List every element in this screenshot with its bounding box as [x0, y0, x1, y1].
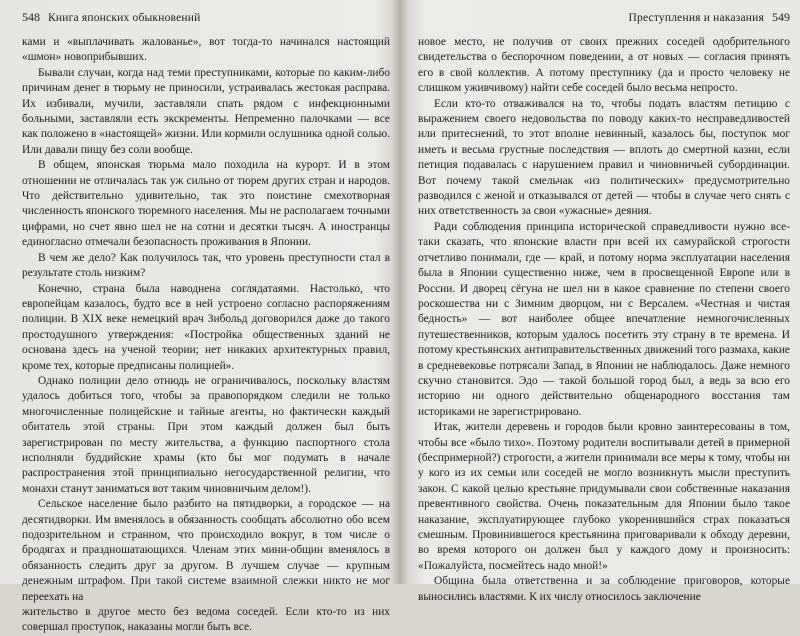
paragraph: Конечно, страна была наводнена соглядатаями. Настолько, что европейцам казалось, будто все в ней устроено согласно распоряжениям полиции. В XIX веке немецкий врач Зибольд договорился даже до такого простодушного утверждения: «Постройка общественных зданий не основана здесь на ученой теории; нет никаких архитектурных правил, кроме тех, которые предписаны полицией».	[22, 282, 390, 372]
paragraph: Однако полиции дело отнюдь не ограничивалось, поскольку властям удалось добиться того, чтобы за правопорядком следили не только многочисленные полицейские и тайные агенты, но фактически каждый обитатель этой страны. При этом каждый должен был быть зарегистрирован по месту жительства, а функцию паспортного стола исполняли буддийские храмы (кто бы мог подумать в начале распространения этой принципиально негосударственной религии, что монахи станут заниматься вот таким чиновничьим делом!).	[22, 374, 390, 495]
page-number: 548	[22, 10, 40, 24]
paragraph: Если кто-то отваживался на то, чтобы подать властям петицию с выражением своего недовольства по поводу каких-то несправедливостей или притеснений, то этот вполне невинный, казалось бы, поступок мог иметь и весьма грустные последствия — вплоть до смертной казни, если петиция подавалась с нарушением правил и чиновничьей субординации. Вот почему такой смельчак «из политических» предусмотрительно разводился с женой и отказывался от детей — чтобы в случае чего снять с них ответственность за свои «ужасные» деяния.	[418, 97, 790, 218]
right-page-header	[418, 10, 790, 30]
right-page	[400, 0, 800, 603]
paragraph: новое место, не получив от своих прежних соседей одобрительного свидетельства о беспорочном поведении, а от новых — согласия принять его в свой коллектив. А потому преступнику (да и просто человеку не слишком уживчивому) найти себе соседей было весьма непросто.	[418, 36, 790, 95]
paragraph: жительство в другое место без ведома соседей. Если кто-то из них совершал проступок, наказаны могли быть все.	[22, 606, 390, 634]
paragraph: ками и «выплачивать жалованье», вот тогда-то начинался настоящий «шмон» новоприбывших.	[22, 36, 390, 64]
left-page-header	[22, 10, 390, 30]
running-title: Преступления и наказания	[628, 12, 764, 24]
paragraph: В общем, японская тюрьма мало походила на курорт. И в этом отношении не отличалась так уж сильно от тюрем других стран и народов. Что действительно удивительно, так это поистине смехотворная численность японского тюремного населения. Мы не располагаем точными цифрами, но счет явно шел не на сотни и десятки тысяч. А иностранцы единогласно отмечали безопасность проживания в Японии.	[22, 159, 390, 249]
left-page-body	[22, 35, 390, 636]
paragraph: Итак, жители деревень и городов были кровно заинтересованы в том, чтобы все «было тихо». Поэтому родители воспитывали детей в примерной (беспримерной?) строгости, а жители принимали все меры к тому, чтобы ни у кого из их семьи или соседей не могло возникнуть мысли преступить закон. С какой целью крестьяне придумывали свои собственные наказания превентивного свойства. Очень показательным для Японии было такое наказание, эксплуатирующее глубоко укоренившийся страх показаться смешным. Провинившегося крестьянина приговаривали к обходу деревни, во время которого он должен был у каждого дому и произносить: «Пожалуйста, посмейтесь надо мной!»	[418, 421, 790, 572]
paragraph: Община была ответственна и за соблюдение приговоров, которые выносились властями. К их числу относилось заключение	[418, 575, 790, 603]
left-page	[0, 0, 400, 634]
right-page-body	[418, 35, 790, 605]
paragraph: В чем же дело? Как получилось так, что уровень преступности стал в результате столь низким?	[22, 251, 390, 280]
paragraph: Бывали случаи, когда над теми преступниками, которые по каким-либо причинам денег в тюрьму не приносили, устраивалась жестокая расправа. Их избивали, мучили, заставляли спать рядом с инфекционными больными, заставляли есть экскременты. Непременно палочками — все как положено в «настоящей» жизни. Или кормили ослушника одной солью. Или давали пищу без соли вообще.	[22, 66, 390, 156]
running-title: Книга японских обыкновений	[48, 12, 201, 24]
paragraph: Ради соблюдения принципа исторической справедливости нужно все-таки сказать, что японские власти при всей их самурайской строгости отчетливо понимали, где — край, и потому норма эксплуатации населения была в Японии существенно ниже, чем в просвещенной Европе или в России. И дворец сёгуна не шел ни в какое сравнение по степени своего роскошества ни с Зимним дворцом, ни с Версалем. «Честная и чистая бедность» — вот наиболее общее впечатление немногочисленных путешественников, которым удалось посетить эту страну в те времена. И потому крестьянских антиправительственных движений того размаха, какие в средневековье потрясали Запад, в Японии не наблюдалось. Даже немного скучно становится. Эдо — такой большой город был, а ведь за всю его историю ни одного действительно общенародного восстания там историками не зарегистрировано.	[418, 220, 790, 418]
paragraph: Сельское население было разбито на пятидворки, а городское — на десятидворки. Им вменялось в обязанность сообщать абсолютно обо всем подозрительном и странном, что происходило вокруг, в том числе о бродягах и праздношатающихся. Членам этих мини-общин вменялось в обязанность следить друг за другом. В лучшем случае — крупным денежным штрафом. При такой системе взаимной слежки никто не мог переехать на	[22, 498, 390, 603]
page-number: 549	[772, 10, 790, 24]
